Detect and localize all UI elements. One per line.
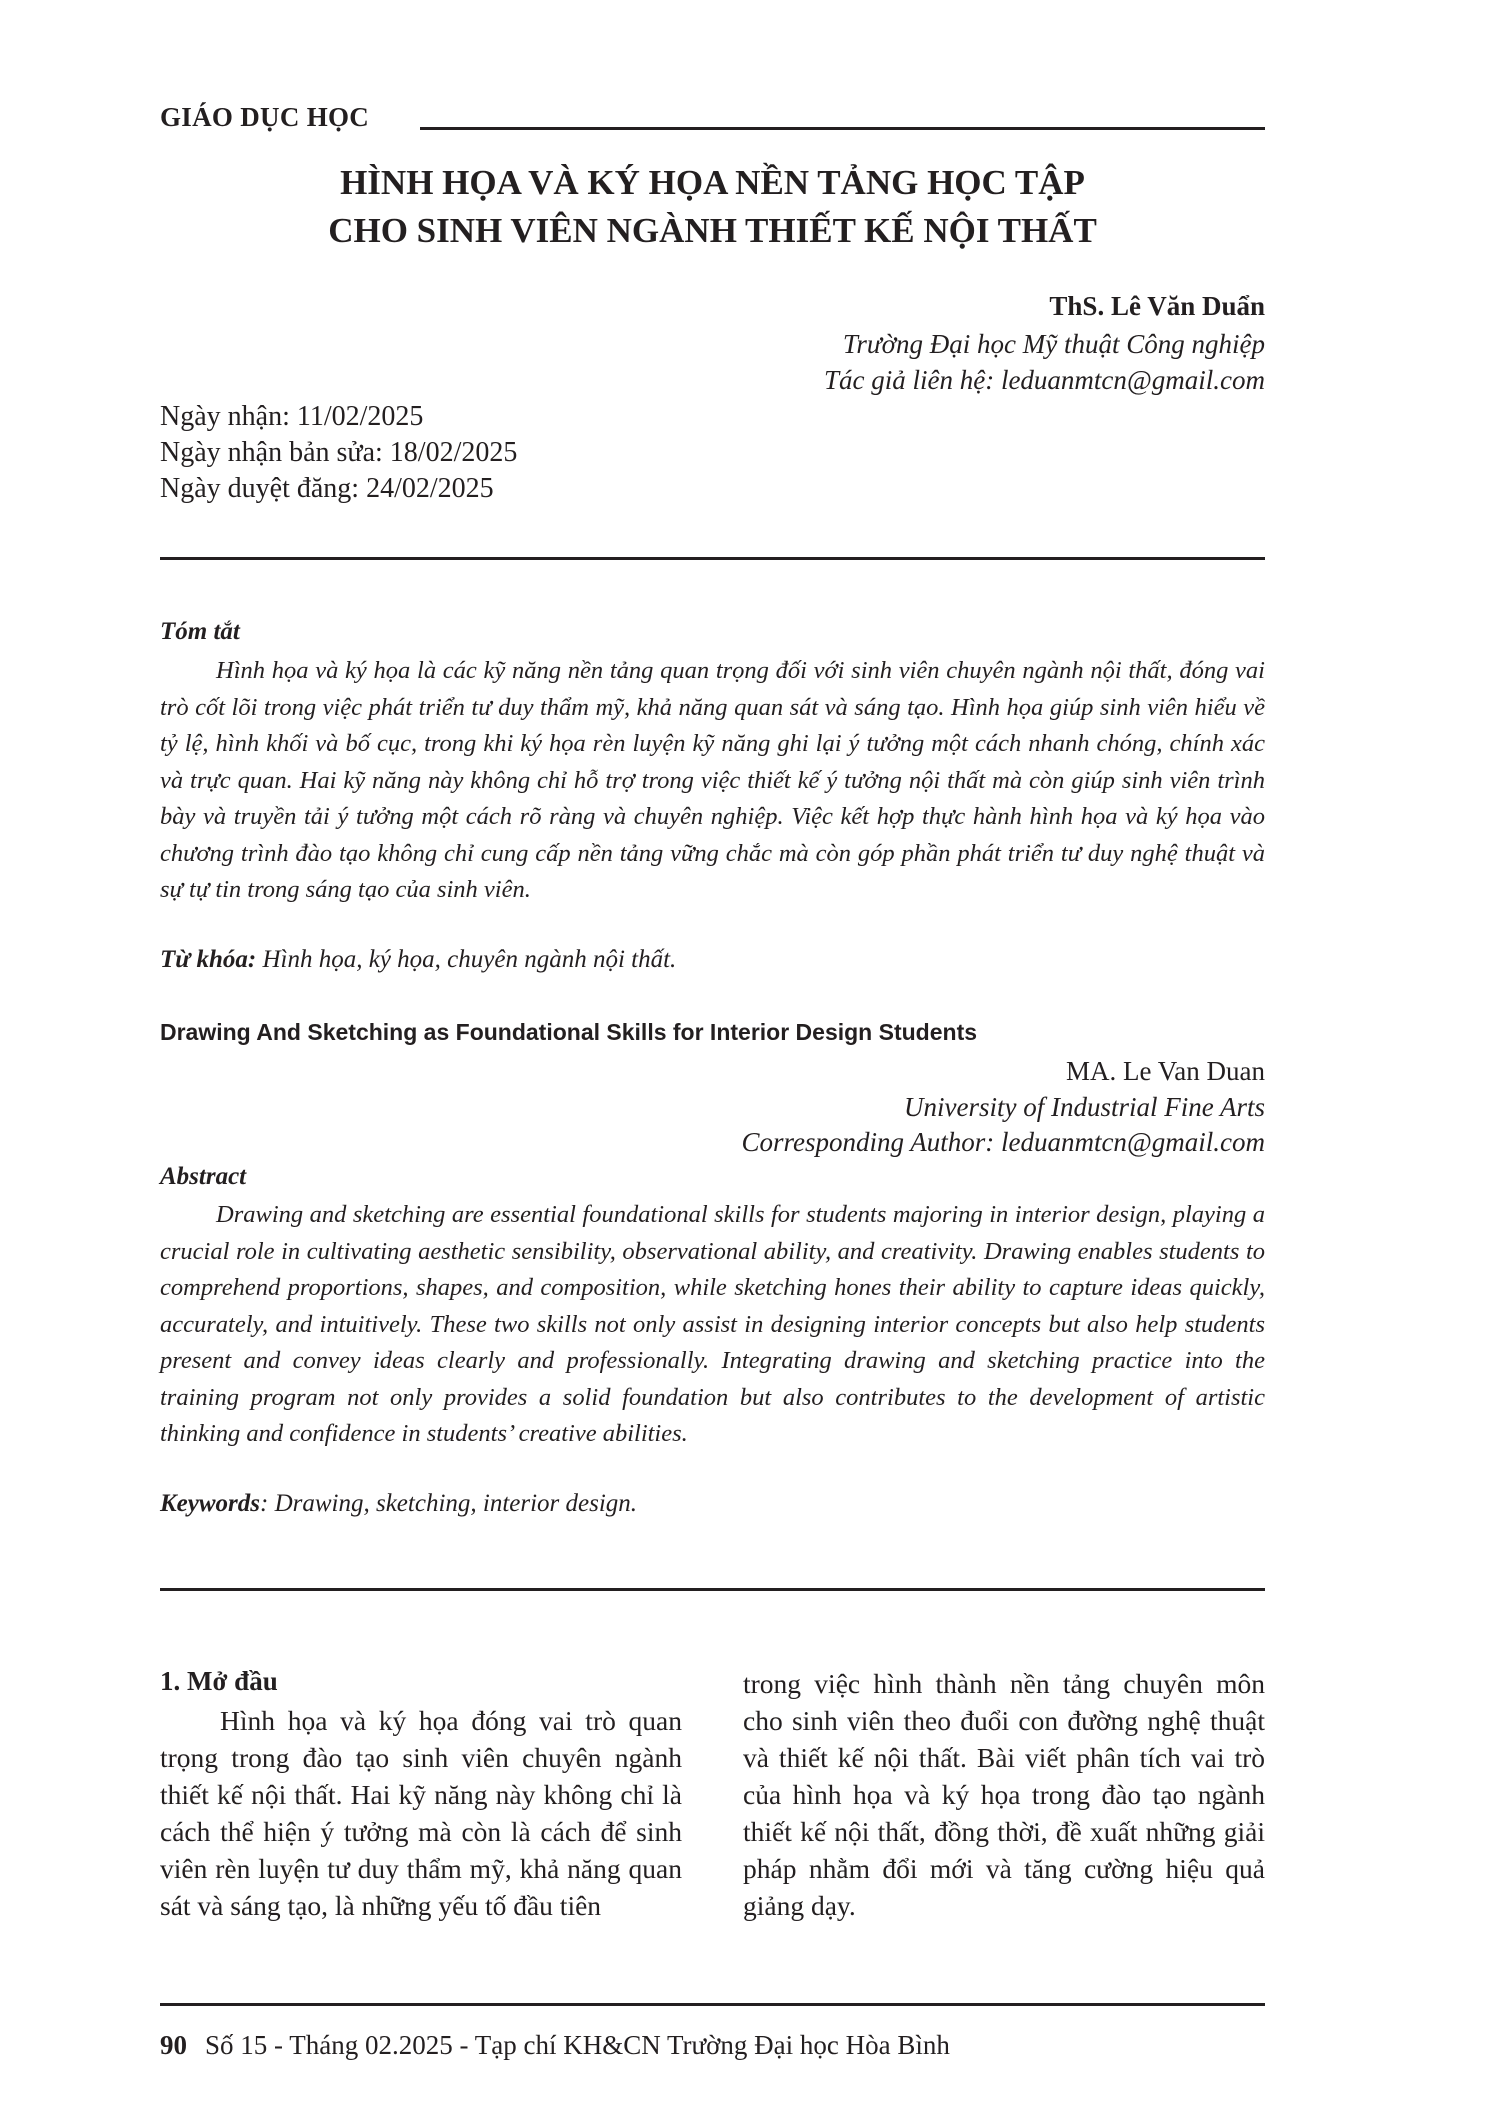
- date-received: Ngày nhận: 11/02/2025: [160, 401, 424, 432]
- page-number: 90: [160, 2030, 187, 2060]
- abstract-vn-label: Tóm tắt: [160, 618, 240, 645]
- keywords-en-label: Keywords: [160, 1490, 260, 1517]
- section-rule: [420, 127, 1265, 130]
- date-revised: Ngày nhận bản sửa: 18/02/2025: [160, 437, 518, 468]
- divider-top: [160, 557, 1265, 560]
- keywords-vn: [160, 946, 676, 974]
- keywords-vn-text: Hình họa, ký họa, chuyên ngành nội thất.: [256, 946, 677, 973]
- author-name-en: MA. Le Van Duan: [1066, 1056, 1265, 1086]
- body-column-right: trong việc hình thành nền tảng chuyên môn cho sinh viên theo đuổi con đường nghệ thuật và thiết kế nội thất. Bài viết phân tích vai trò của hình họa và ký họa trong đào tạo ngành thiết kế nội thất, đồng thời, đề xuất những giải pháp nhằm đổi mới và tăng cường hiệu quả giảng dạy.: [743, 1668, 1265, 1921]
- abstract-en-body: Drawing and sketching are essential foundational skills for students majoring in interior design, playing a crucial role in cultivating aesthetic sensibility, observational ability, and creativity. Drawing enables students to comprehend proportions, shapes, and composition, while sketching hones their ability to capture ideas quickly, accurately, and intuitively. These two skills not only assist in designing interior concepts but also help students present and convey ideas clearly and professionally. Integrating drawing and sketching practice into the training program not only provides a solid foundation but also contributes to the development of artistic thinking and confidence in students’ creative abilities.: [160, 1201, 1265, 1447]
- author-affiliation-en: University of Industrial Fine Arts: [904, 1092, 1265, 1122]
- journal-issue: Số 15 - Tháng 02.2025 - Tạp chí KH&CN Trường Đại học Hòa Bình: [205, 2030, 950, 2060]
- author-contact-en: Corresponding Author: leduanmtcn@gmail.com: [741, 1127, 1265, 1157]
- section-heading-intro: 1. Mở đầu: [160, 1666, 278, 1696]
- author-affiliation-vn: Trường Đại học Mỹ thuật Công nghiệp: [842, 329, 1265, 359]
- keywords-en-text: : Drawing, sketching, interior design.: [260, 1490, 638, 1517]
- english-title: Drawing And Sketching as Foundational Skills for Interior Design Students: [160, 1019, 978, 1045]
- divider-middle: [160, 1588, 1265, 1591]
- author-name-vn: ThS. Lê Văn Duẩn: [1049, 291, 1265, 321]
- body-column-left: Hình họa và ký họa đóng vai trò quan trọng trong đào tạo sinh viên chuyên ngành thiết kế nội thất. Hai kỹ năng này không chỉ là cách thể hiện ý tưởng mà còn là cách để sinh viên rèn luyện tư duy thẩm mỹ, khả năng quan sát và sáng tạo, là những yếu tố đầu tiên: [160, 1705, 682, 1921]
- abstract-en-label: Abstract: [160, 1163, 247, 1190]
- date-accepted: Ngày duyệt đăng: 24/02/2025: [160, 473, 494, 504]
- divider-footer: [160, 2003, 1265, 2006]
- keywords-vn-label: Từ khóa:: [160, 946, 257, 973]
- abstract-vn-body: Hình họa và ký họa là các kỹ năng nền tảng quan trọng đối với sinh viên chuyên ngành nội thất, đóng vai trò cốt lõi trong việc phát triển tư duy thẩm mỹ, khả năng quan sát và sáng tạo. Hình họa giúp sinh viên hiểu về tỷ lệ, hình khối và bố cục, trong khi ký họa rèn luyện kỹ năng ghi lại ý tưởng một cách nhanh chóng, chính xác và trực quan. Hai kỹ năng này không chỉ hỗ trợ trong việc thiết kế ý tưởng nội thất mà còn giúp sinh viên trình bày và truyền tải ý tưởng một cách rõ ràng và chuyên nghiệp. Việc kết hợp thực hành hình họa và ký họa vào chương trình đào tạo không chỉ cung cấp nền tảng vững chắc mà còn góp phần phát triển tư duy nghệ thuật và sự tự tin trong sáng tạo của sinh viên.: [160, 657, 1265, 903]
- keywords-en: [160, 1490, 637, 1518]
- article-title-line-1: HÌNH HỌA VÀ KÝ HỌA NỀN TẢNG HỌC TẬP: [340, 163, 1085, 202]
- author-contact-vn: Tác giả liên hệ: leduanmtcn@gmail.com: [823, 365, 1265, 395]
- article-title-line-2: CHO SINH VIÊN NGÀNH THIẾT KẾ NỘI THẤT: [328, 211, 1097, 250]
- page-footer: [160, 2030, 950, 2061]
- journal-section-label: GIÁO DỤC HỌC: [160, 102, 370, 132]
